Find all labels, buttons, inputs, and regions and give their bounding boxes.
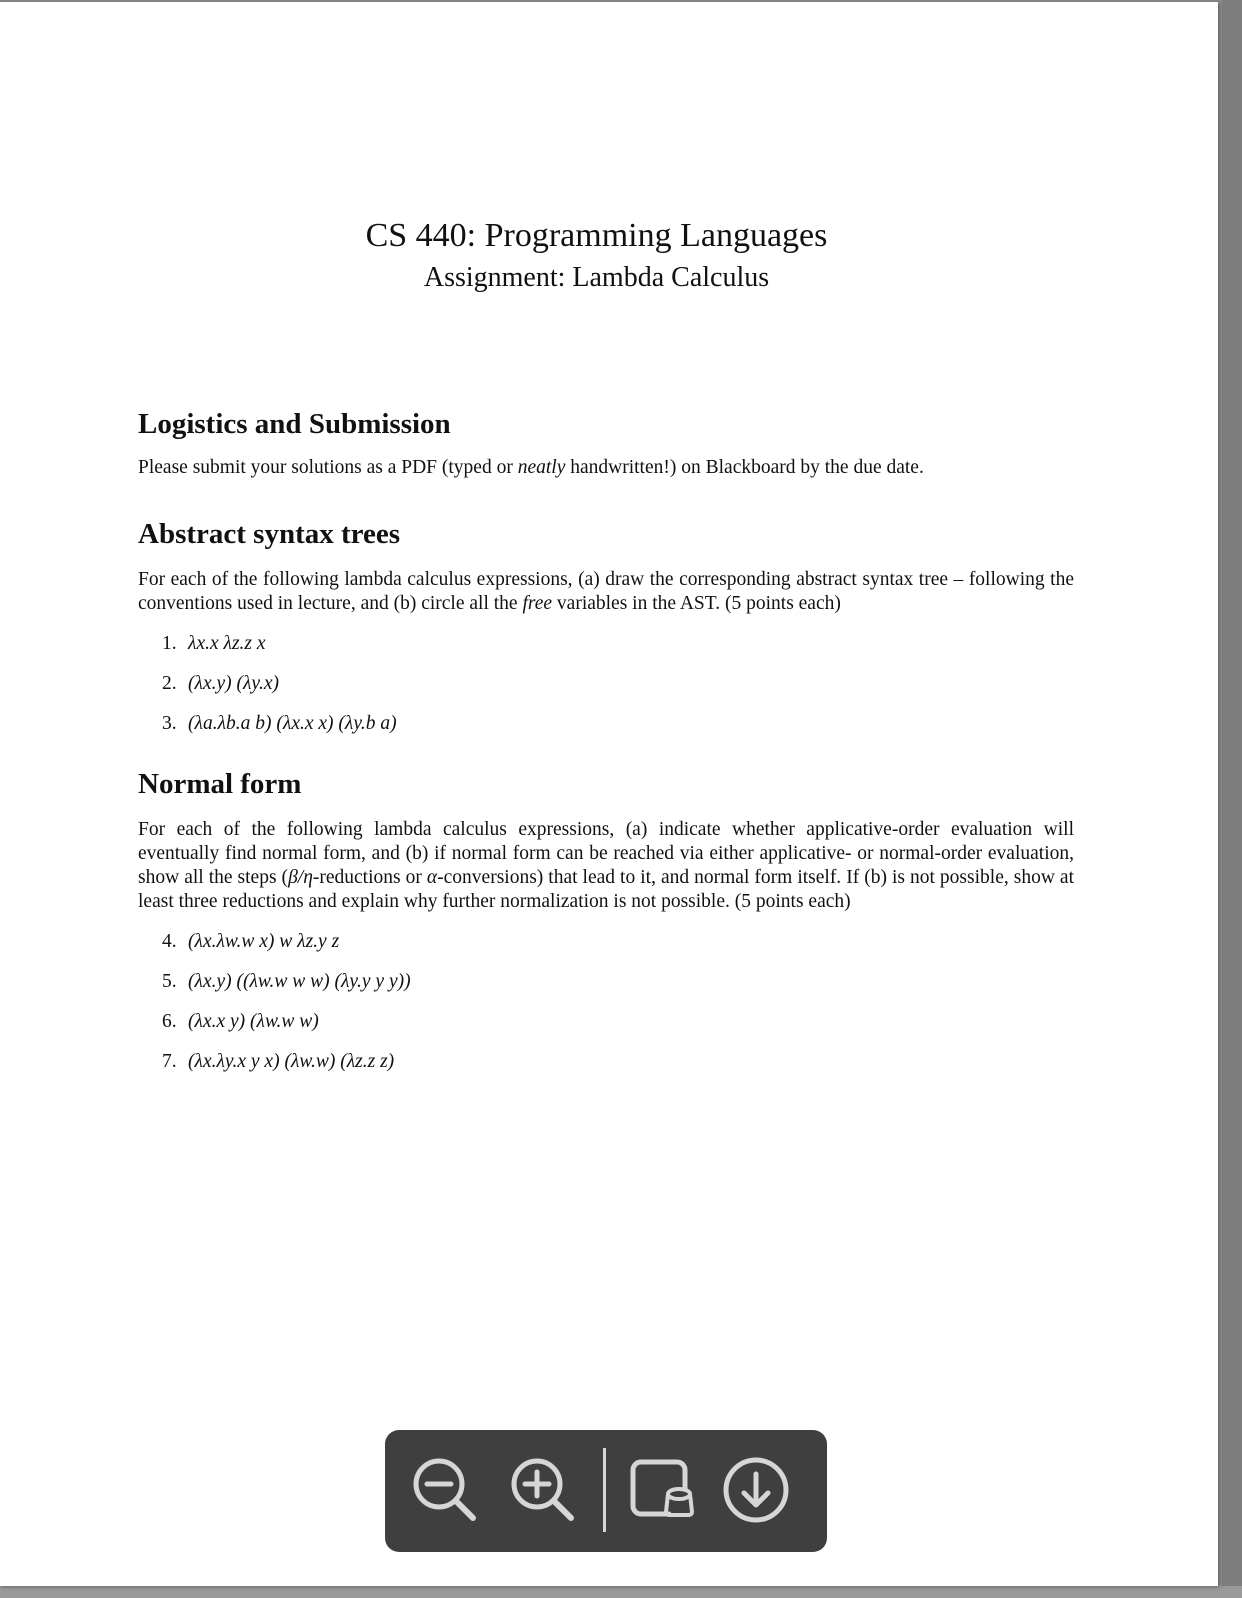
lambda-expression: (λx.x y) (λw.w w) [188, 1011, 319, 1032]
paragraph-emphasis: free [522, 593, 553, 614]
section-paragraph-normal-form [138, 818, 1074, 914]
lambda-expression: (λa.λb.a b) (λx.x x) (λy.b a) [188, 713, 397, 734]
zoom-out-icon [407, 1452, 483, 1528]
paragraph-text: -conversions) that lead to it, and normal form itself. If (b) is not possible, show at least three reductions and explain why further normalization is not possible. (5 points each) [138, 867, 1075, 912]
paragraph-emphasis: neatly [517, 457, 566, 478]
lambda-expression: (λx.λw.w x) w λz.y z [188, 931, 340, 952]
lambda-expression: (λx.y) ((λw.w w w) (λy.y y y)) [188, 971, 411, 992]
item-number: 1. [162, 633, 177, 654]
lambda-expression: (λx.y) (λy.x) [188, 673, 280, 694]
paragraph-text: variables in the AST. (5 points each) [552, 593, 841, 614]
section-heading-logistics: Logistics and Submission [138, 408, 451, 440]
zoom-out-button[interactable] [407, 1452, 483, 1528]
viewer-toolbar [385, 1430, 827, 1552]
lambda-expression: (λx.λy.x y x) (λw.w) (λz.z z) [188, 1051, 395, 1072]
title-block [0, 214, 1218, 298]
section-heading-ast: Abstract syntax trees [138, 518, 401, 550]
paragraph-text: For each of the following lambda calculus expressions, (a) draw the corresponding abstract syntax tree – following the conventions used in lecture, and (b) circle all the [138, 569, 1074, 614]
horizontal-scrollbar[interactable] [0, 1586, 1242, 1598]
list-item [138, 712, 1074, 736]
section-heading-normal-form: Normal form [138, 768, 302, 800]
list-item [138, 930, 1074, 954]
paragraph-text: -reductions or [312, 867, 427, 888]
paragraph-emphasis: α [426, 867, 438, 888]
paragraph-text: For each of the following lambda calculus expressions, (a) indicate whether applicative-order evaluation will eventually find normal form, and (b) if normal form can be reached via either applicative- or normal-order evaluation, show all the steps ( [138, 819, 1074, 888]
document-body [138, 406, 1074, 1090]
section-paragraph-ast [138, 568, 1074, 616]
paragraph-emphasis: β/η [288, 867, 313, 888]
item-number: 4. [162, 931, 177, 952]
list-item [138, 1050, 1074, 1074]
ast-problem-list [138, 632, 1074, 736]
vertical-scrollbar[interactable] [1222, 0, 1242, 1586]
section-paragraph-logistics [138, 456, 1074, 480]
item-number: 3. [162, 713, 177, 734]
annotate-button[interactable] [623, 1452, 699, 1528]
annotate-icon [623, 1452, 699, 1528]
list-item [138, 970, 1074, 994]
document-subtitle: Assignment: Lambda Calculus [423, 262, 770, 293]
list-item [138, 632, 1074, 656]
toolbar-separator [603, 1448, 606, 1532]
normal-form-problem-list [138, 930, 1074, 1074]
item-number: 7. [162, 1051, 177, 1072]
zoom-in-button[interactable] [505, 1452, 581, 1528]
zoom-in-icon [505, 1452, 581, 1528]
item-number: 6. [162, 1011, 177, 1032]
download-icon [718, 1452, 794, 1528]
document-title: CS 440: Programming Languages [365, 217, 828, 254]
document-page [0, 2, 1218, 1586]
item-number: 5. [162, 971, 177, 992]
paragraph-text: Please submit your solutions as a PDF (typed or [138, 457, 518, 478]
item-number: 2. [162, 673, 177, 694]
download-button[interactable] [718, 1452, 794, 1528]
paragraph-text: handwritten!) on Blackboard by the due date. [565, 457, 924, 478]
lambda-expression: λx.x λz.z x [188, 633, 266, 654]
list-item [138, 1010, 1074, 1034]
list-item [138, 672, 1074, 696]
